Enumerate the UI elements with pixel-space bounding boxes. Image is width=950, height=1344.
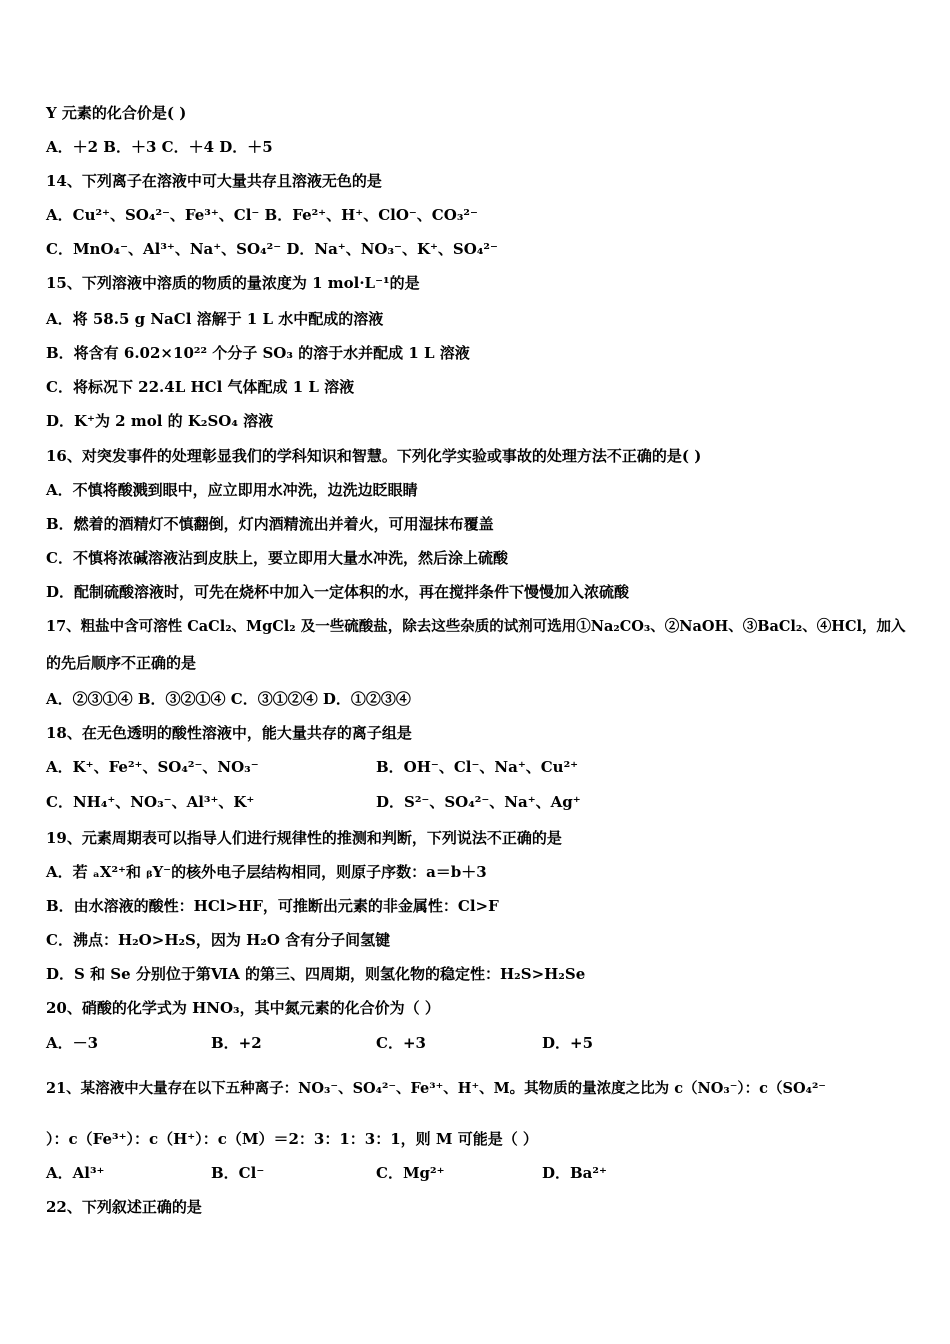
question-20-option-d: D．+5 (542, 1034, 594, 1052)
question-15-option-a: A．将 58.5 g NaCl 溶解于 1 L 水中配成的溶液 (46, 310, 384, 328)
question-21-option-c: C．Mg²⁺ (376, 1164, 445, 1182)
question-19-option-b: B．由水溶液的酸性：HCl>HF，可推断出元素的非金属性：Cl>F (46, 897, 499, 915)
question-18-option-b: B．OH⁻、Cl⁻、Na⁺、Cu²⁺ (376, 758, 579, 776)
question-18-option-d: D．S²⁻、SO₄²⁻、Na⁺、Ag⁺ (376, 793, 581, 811)
question-17-options: A．②③①④ B．③②①④ C．③①②④ D．①②③④ (46, 690, 411, 708)
question-16-option-a: A．不慎将酸溅到眼中，应立即用水冲洗，边洗边眨眼睛 (46, 481, 418, 499)
question-14-options-ab: A．Cu²⁺、SO₄²⁻、Fe³⁺、Cl⁻ B．Fe²⁺、H⁺、ClO⁻、CO₃²⁻ (46, 206, 478, 224)
question-16-option-b: B．燃着的酒精灯不慎翻倒，灯内酒精流出并着火，可用湿抹布覆盖 (46, 515, 494, 533)
question-13-options: A．＋2 B．＋3 C．＋4 D．＋5 (46, 138, 273, 156)
question-19-stem: 19、元素周期表可以指导人们进行规律性的推测和判断，下列说法不正确的是 (46, 829, 562, 847)
question-16-stem: 16、对突发事件的处理彰显我们的学科知识和智慧。下列化学实验或事故的处理方法不正确的是( ) (46, 447, 702, 465)
question-18-option-a: A．K⁺、Fe²⁺、SO₄²⁻、NO₃⁻ (46, 758, 259, 776)
question-16-option-c: C．不慎将浓碱溶液沾到皮肤上，要立即用大量水冲洗，然后涂上硫酸 (46, 549, 508, 567)
question-19-option-d: D．S 和 Se 分别位于第ⅥA 的第三、四周期，则氢化物的稳定性：H₂S>H₂Se (46, 965, 586, 983)
question-15-option-c: C．将标况下 22.4L HCl 气体配成 1 L 溶液 (46, 378, 355, 396)
question-14-stem: 14、下列离子在溶液中可大量共存且溶液无色的是 (46, 172, 382, 190)
question-16-option-d: D．配制硫酸溶液时，可先在烧杯中加入一定体积的水，再在搅拌条件下慢慢加入浓硫酸 (46, 583, 630, 601)
question-20-stem: 20、硝酸的化学式为 HNO₃，其中氮元素的化合价为（ ） (46, 999, 440, 1017)
question-14-options-cd: C．MnO₄⁻、Al³⁺、Na⁺、SO₄²⁻ D．Na⁺、NO₃⁻、K⁺、SO₄²⁻ (46, 240, 498, 258)
question-15-stem: 15、下列溶液中溶质的物质的量浓度为 1 mol·L⁻¹的是 (46, 274, 420, 292)
question-21-stem: 21、某溶液中大量存在以下五种离子：NO₃⁻、SO₄²⁻、Fe³⁺、H⁺、M。其物质的量浓度之比为 c（NO₃⁻）：c（SO₄²⁻ (46, 1080, 826, 1097)
question-13-stem-end: Y 元素的化合价是( ) (46, 104, 187, 122)
question-19-option-c: C．沸点：H₂O>H₂S，因为 H₂O 含有分子间氢键 (46, 931, 391, 949)
question-17-stem: 17、粗盐中含可溶性 CaCl₂、MgCl₂ 及一些硫酸盐，除去这些杂质的试剂可选用①Na₂CO₃、②NaOH、③BaCl₂、④HCl，加入 (46, 618, 906, 635)
question-22-stem: 22、下列叙述正确的是 (46, 1198, 202, 1216)
question-20-option-b: B．+2 (211, 1034, 262, 1052)
question-15-option-b: B．将含有 6.02×10²² 个分子 SO₃ 的溶于水并配成 1 L 溶液 (46, 344, 470, 362)
question-15-option-d: D．K⁺为 2 mol 的 K₂SO₄ 溶液 (46, 412, 274, 430)
question-17-stem-cont: 的先后顺序不正确的是 (46, 654, 197, 672)
question-18-option-c: C．NH₄⁺、NO₃⁻、Al³⁺、K⁺ (46, 793, 255, 811)
question-21-option-b: B．Cl⁻ (211, 1164, 265, 1182)
question-20-option-a: A．－3 (46, 1034, 99, 1052)
question-21-option-a: A．Al³⁺ (46, 1164, 105, 1182)
question-21-stem-cont: ）：c（Fe³⁺）：c（H⁺）：c（M）＝2：3：1：3：1，则 M 可能是（ ） (46, 1130, 538, 1148)
question-18-stem: 18、在无色透明的酸性溶液中，能大量共存的离子组是 (46, 724, 412, 742)
question-21-option-d: D．Ba²⁺ (542, 1164, 607, 1182)
question-19-option-a: A．若 ₐX²⁺和 ᵦY⁻的核外电子层结构相同，则原子序数：a＝b＋3 (46, 863, 487, 881)
question-20-option-c: C．+3 (376, 1034, 426, 1052)
